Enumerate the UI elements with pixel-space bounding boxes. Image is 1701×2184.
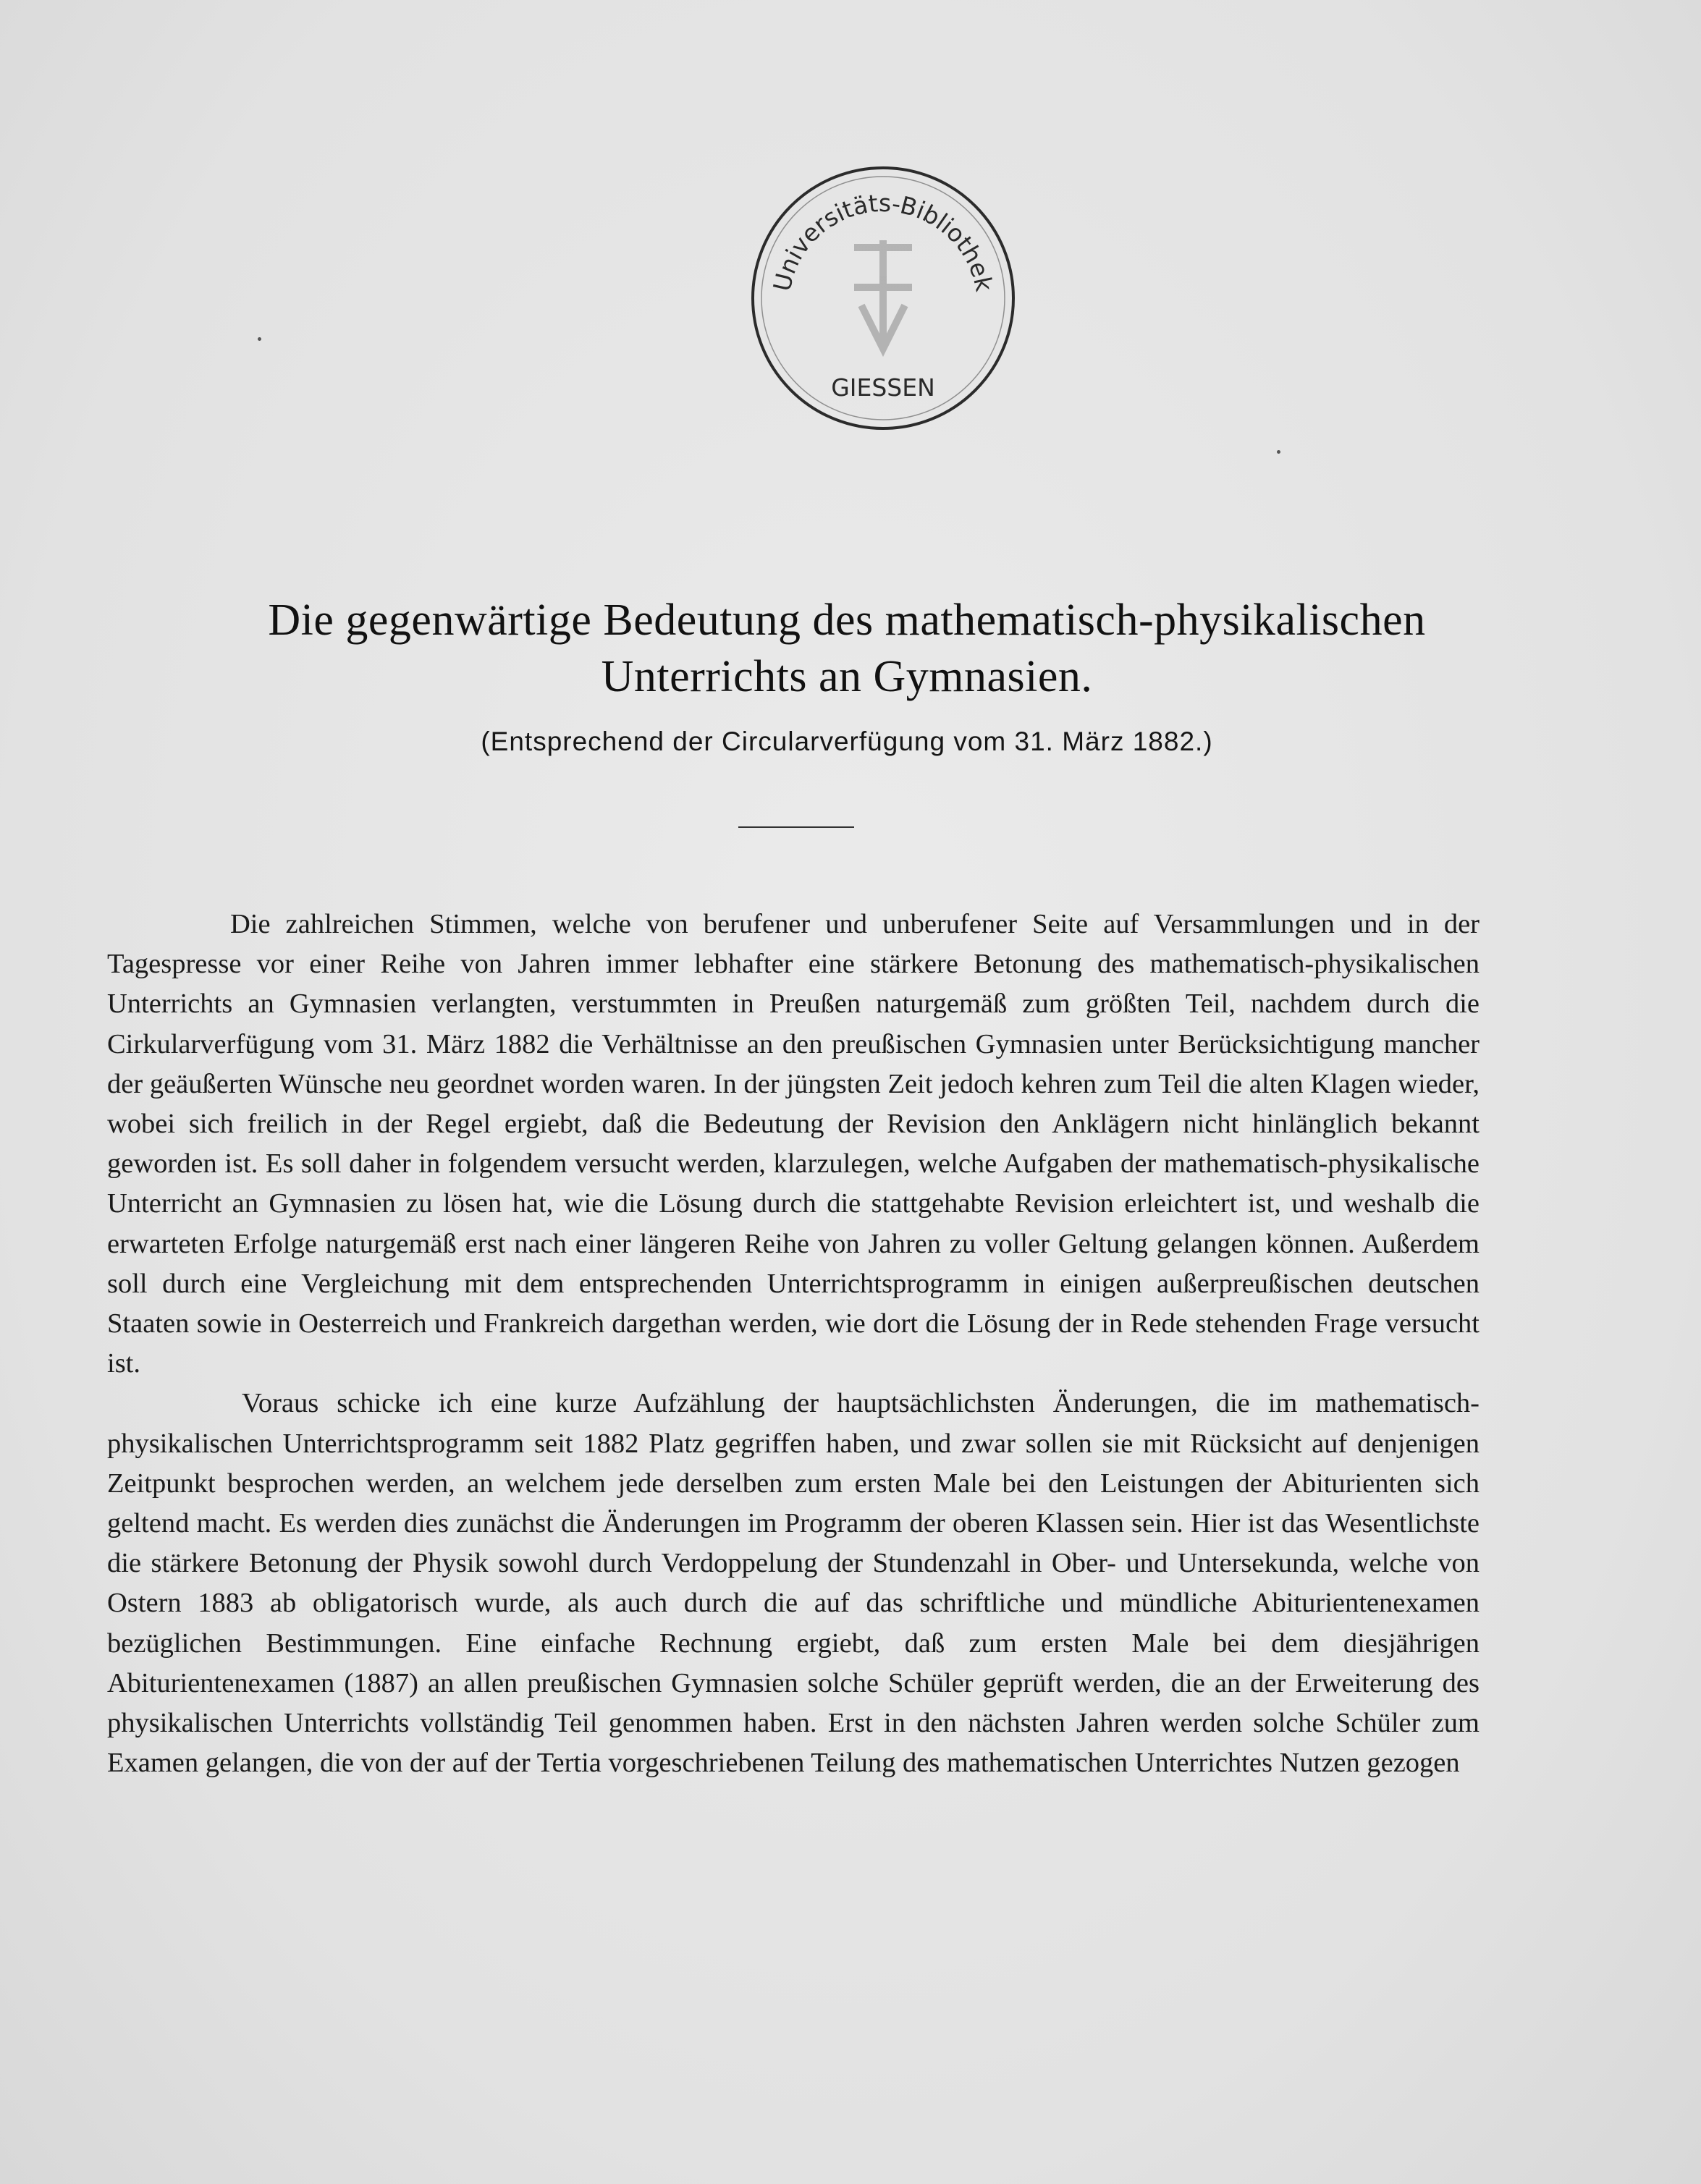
paragraph-2: Voraus schicke ich eine kurze Aufzählung der hauptsächlichsten Änderungen, die im mathematisch-physikalischen Unterrichtsprogramm seit 1882 Platz gegriffen haben, und zwar sollen sie mit Rücksicht auf denjenigen Zeitpunkt besprochen werden, an welchem jede derselben zum ersten Male bei den Leistungen der Abiturienten sich geltend macht. Es werden dies zunächst die Änderungen im Programm der oberen Klassen sein. Hier ist das Wesentlichste die stärkere Betonung der Physik sowohl durch Verdoppelung der Stundenzahl in Ober- und Untersekunda, welche von Ostern 1883 ab obligatorisch wurde, als auch durch die auf das schriftliche und mündliche Abiturientenexamen bezüglichen Bestimmungen. Eine einfache Rechnung ergiebt, daß zum ersten Male bei dem diesjährigen Abiturientenexamen (1887) an allen preußischen Gymnasien solche Schüler geprüft werden, die an der Erweiterung des physikalischen Unterrichts vollständig Teil genommen haben. Erst in den nächsten Jahren werden solche Schüler zum Examen gelangen, die von der auf der Tertia vorgeschriebenen Teilung des mathematischen Unterrichtes Nutzen gezogen xyxy=(107,1388,1480,1779)
article-title xyxy=(109,592,1585,705)
title-divider xyxy=(738,826,854,828)
stamp-top-text: Universitäts-Bibliothek xyxy=(767,188,999,295)
speck xyxy=(1277,450,1280,454)
library-stamp xyxy=(746,161,1021,436)
article-subtitle: (Entsprechend der Circularverfügung vom 31. März 1882.) xyxy=(481,727,1213,756)
speck xyxy=(258,337,261,341)
paragraph-1: Die zahlreichen Stimmen, welche von berufener und unberufener Seite auf Versammlungen und in der Tagespresse vor einer Reihe von Jahren immer lebhafter eine stärkere Betonung des mathematisch-physikalischen Unterrichts an Gymnasien verlangten, verstummten in Preußen naturgemäß zum größten Teil, nachdem durch die Cirkularverfügung vom 31. März 1882 die Verhältnisse an den preußischen Gymnasien unter Berücksichtigung mancher der geäußerten Wünsche neu geordnet worden waren. In der jüngsten Zeit jedoch kehren zum Teil die alten Klagen wieder, wobei sich freilich in der Regel ergiebt, daß die Bedeutung der Revision den Anklägern nicht hinlänglich bekannt geworden ist. Es soll daher in folgendem versucht werden, klarzulegen, welche Aufgaben der mathematisch-physikalische Unterricht an Gymnasien zu lösen hat, wie die Lösung durch die stattgehabte Revision erleichtert ist, und weshalb die erwarteten Erfolge naturgemäß erst nach einer längeren Reihe von Jahren zu voller Geltung gelangen können. Außerdem soll durch eine Vergleichung mit dem entsprechenden Unterrichtsprogramm in einigen außerpreußischen deutschen Staaten sowie in Oesterreich und Frankreich dargethan werden, wie dort die Lösung der in Rede stehenden Frage versucht ist. xyxy=(107,909,1480,1379)
stamp-bottom-text: GIESSEN xyxy=(831,373,935,402)
title-line-2: Unterrichts an Gymnasien. xyxy=(601,652,1093,701)
title-line-1: Die gegenwärtige Bedeutung des mathematisch-physikalischen xyxy=(268,596,1426,645)
article-body xyxy=(107,905,1480,1783)
stamp-seal-icon xyxy=(746,161,1021,436)
